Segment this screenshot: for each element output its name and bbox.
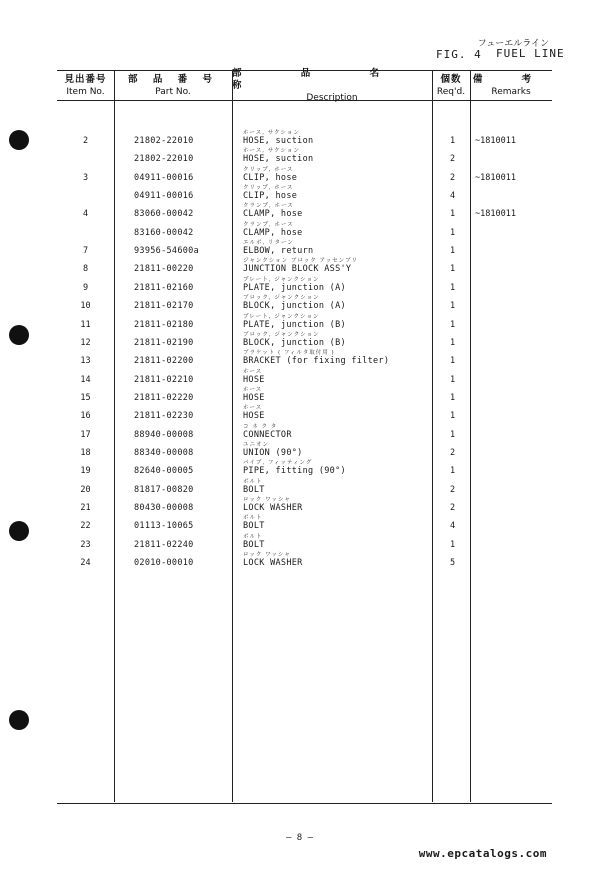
description-japanese: ホース, サクション bbox=[243, 148, 300, 155]
quantity: 2 bbox=[449, 503, 456, 513]
table-row bbox=[57, 498, 552, 516]
part-no: 93956-54600a bbox=[134, 246, 200, 257]
item-no: 14 bbox=[80, 374, 91, 385]
description-japanese: ロック ワッシャ bbox=[243, 497, 291, 503]
part-no: 21802-22010 bbox=[134, 154, 194, 165]
quantity: 1 bbox=[449, 246, 456, 257]
description-japanese: ブロック, ジャンクション bbox=[243, 295, 320, 302]
header-item-en: Item No. bbox=[66, 87, 105, 97]
description: PLATE, junction (A) bbox=[243, 282, 346, 293]
header-qty bbox=[432, 72, 470, 100]
header-part-no bbox=[114, 72, 232, 100]
remarks: ~1810011 bbox=[475, 172, 516, 183]
header-desc-jp: 部 品 名 称 bbox=[232, 68, 408, 91]
description-japanese: パイプ, フィッティング bbox=[243, 460, 313, 467]
item-no: 2 bbox=[82, 136, 89, 146]
description: CONNECTOR bbox=[243, 429, 292, 440]
description-japanese: クランプ, ホース bbox=[243, 221, 294, 228]
part-no: 21811-02210 bbox=[134, 374, 194, 385]
quantity: 2 bbox=[449, 154, 456, 165]
description: HOSE bbox=[243, 392, 265, 403]
description: HOSE, suction bbox=[243, 136, 314, 146]
header-remarks bbox=[470, 72, 552, 100]
table-row bbox=[57, 351, 552, 369]
part-no: 21811-00220 bbox=[134, 264, 194, 275]
quantity: 1 bbox=[449, 539, 456, 550]
table-row bbox=[57, 223, 552, 241]
watermark-url: www.epcatalogs.com bbox=[418, 847, 547, 860]
quantity: 4 bbox=[449, 191, 456, 202]
description: BLOCK, junction (B) bbox=[243, 337, 346, 348]
description: ELBOW, return bbox=[243, 246, 314, 257]
part-no: 21811-02190 bbox=[134, 337, 194, 348]
description-japanese: ホース bbox=[243, 405, 263, 412]
quantity: 2 bbox=[449, 172, 456, 183]
description: PLATE, junction (B) bbox=[243, 319, 346, 330]
table-row bbox=[57, 480, 552, 498]
description-japanese: ロック ワッシャ bbox=[243, 552, 291, 559]
part-no: 83060-00042 bbox=[134, 209, 194, 220]
description-japanese: ボルト bbox=[243, 478, 263, 485]
header-remarks-jp: 備 考 bbox=[472, 74, 550, 85]
quantity: 1 bbox=[449, 356, 456, 367]
table-row bbox=[57, 204, 552, 222]
part-no: 21802-22010 bbox=[134, 136, 194, 146]
description: PIPE, fitting (90°) bbox=[243, 466, 346, 477]
part-no: 21811-02230 bbox=[134, 411, 194, 422]
quantity: 1 bbox=[449, 411, 456, 422]
item-no: 13 bbox=[80, 356, 91, 367]
item-no: 18 bbox=[80, 447, 91, 458]
description-japanese: クリップ, ホース bbox=[243, 185, 294, 192]
binder-hole bbox=[9, 521, 29, 541]
part-no: 02010-00010 bbox=[134, 558, 194, 569]
quantity: 1 bbox=[449, 301, 456, 312]
quantity: 1 bbox=[449, 319, 456, 330]
item-no: 4 bbox=[82, 209, 89, 220]
description: BOLT bbox=[243, 484, 265, 495]
table-row bbox=[57, 131, 552, 149]
page-number: — 8 — bbox=[285, 833, 314, 843]
quantity: 4 bbox=[449, 521, 456, 532]
description-japanese: ユニオン bbox=[243, 441, 270, 448]
description: HOSE bbox=[243, 374, 265, 385]
header-remarks-en: Remarks bbox=[491, 87, 531, 97]
description: UNION (90°) bbox=[243, 447, 303, 458]
quantity: 1 bbox=[449, 392, 456, 403]
remarks: ~1810011 bbox=[475, 136, 516, 146]
table-row bbox=[57, 553, 552, 571]
item-no: 11 bbox=[80, 319, 91, 330]
part-no: 88940-00008 bbox=[134, 429, 194, 440]
binder-hole bbox=[9, 130, 29, 150]
header-item-no bbox=[57, 72, 114, 100]
part-no: 81817-00820 bbox=[134, 484, 194, 495]
page-title-japanese: フューエルライン bbox=[477, 39, 549, 49]
header-qty-jp: 個数 bbox=[440, 74, 462, 85]
item-no: 19 bbox=[80, 466, 91, 477]
description-japanese: ジャンクション ブロック アッセンブリ bbox=[243, 258, 358, 265]
description-japanese: クランプ, ホース bbox=[243, 203, 294, 210]
header-qty-en: Req'd. bbox=[436, 87, 466, 97]
description: CLIP, hose bbox=[243, 172, 298, 183]
description-japanese: エルボ, リターン bbox=[243, 240, 294, 247]
description-japanese: コ ネ ク タ bbox=[243, 423, 278, 430]
quantity: 1 bbox=[449, 374, 456, 385]
header-desc-en: Description bbox=[306, 93, 358, 103]
remarks: ~1810011 bbox=[475, 209, 516, 220]
item-no: 3 bbox=[82, 172, 89, 183]
quantity: 1 bbox=[449, 282, 456, 293]
item-no: 12 bbox=[80, 337, 91, 348]
table-row bbox=[57, 168, 552, 186]
item-no: 7 bbox=[82, 246, 89, 257]
table-row bbox=[57, 388, 552, 406]
quantity: 2 bbox=[449, 484, 456, 495]
description: BOLT bbox=[243, 521, 265, 532]
item-no: 23 bbox=[80, 539, 91, 550]
item-no: 16 bbox=[80, 411, 91, 422]
description-japanese: ホース bbox=[243, 386, 263, 393]
figure-label: FIG. 4 bbox=[436, 48, 482, 61]
description-japanese: プレート, ジャンクション bbox=[243, 276, 320, 283]
description-japanese: クリップ, ホース bbox=[243, 166, 294, 173]
item-no: 17 bbox=[80, 429, 91, 440]
table-row bbox=[57, 516, 552, 534]
part-no: 80430-00008 bbox=[134, 503, 194, 513]
part-no: 01113-10065 bbox=[134, 521, 194, 532]
item-no: 10 bbox=[80, 301, 91, 312]
description-japanese: プレート, ジャンクション bbox=[243, 313, 320, 320]
description: LOCK WASHER bbox=[243, 503, 303, 513]
binder-hole bbox=[9, 710, 29, 730]
table-row bbox=[57, 461, 552, 479]
header-part-en: Part No. bbox=[155, 87, 191, 97]
description: CLAMP, hose bbox=[243, 209, 303, 220]
item-no: 22 bbox=[80, 521, 91, 532]
quantity: 1 bbox=[449, 209, 456, 220]
part-no: 04911-00016 bbox=[134, 172, 194, 183]
description-japanese: ボルト bbox=[243, 533, 263, 540]
item-no: 15 bbox=[80, 392, 91, 403]
part-no: 21811-02180 bbox=[134, 319, 194, 330]
description-japanese: ホース, サクション bbox=[243, 130, 300, 136]
quantity: 5 bbox=[449, 558, 456, 569]
description: HOSE bbox=[243, 411, 265, 422]
description: BRACKET (for fixing filter) bbox=[243, 356, 390, 367]
item-no: 20 bbox=[80, 484, 91, 495]
part-no: 04911-00016 bbox=[134, 191, 194, 202]
description-japanese: ブロック, ジャンクション bbox=[243, 331, 320, 338]
quantity: 1 bbox=[449, 227, 456, 238]
part-no: 21811-02170 bbox=[134, 301, 194, 312]
part-no: 82640-00005 bbox=[134, 466, 194, 477]
header-item-jp: 見出番号 bbox=[64, 74, 107, 85]
item-no: 21 bbox=[80, 503, 91, 513]
quantity: 1 bbox=[449, 136, 456, 146]
description: BLOCK, junction (A) bbox=[243, 301, 346, 312]
table-row bbox=[57, 535, 552, 553]
description: CLIP, hose bbox=[243, 191, 298, 202]
part-no: 21811-02160 bbox=[134, 282, 194, 293]
table-row bbox=[57, 149, 552, 167]
description-japanese: ボルト bbox=[243, 515, 263, 522]
item-no: 8 bbox=[82, 264, 89, 275]
table-row bbox=[57, 406, 552, 424]
table-row bbox=[57, 425, 552, 443]
description-japanese: ブラケット ( フィルタ取付用 ) bbox=[243, 350, 335, 357]
quantity: 1 bbox=[449, 337, 456, 348]
part-no: 83160-00042 bbox=[134, 227, 194, 238]
quantity: 1 bbox=[449, 466, 456, 477]
header-description bbox=[232, 68, 432, 103]
part-no: 21811-02220 bbox=[134, 392, 194, 403]
header-part-jp: 部 品 番 号 bbox=[128, 74, 218, 85]
quantity: 1 bbox=[449, 264, 456, 275]
description: HOSE, suction bbox=[243, 154, 314, 165]
item-no: 9 bbox=[82, 282, 89, 293]
quantity: 2 bbox=[449, 447, 456, 458]
table-row bbox=[57, 186, 552, 204]
quantity: 1 bbox=[449, 429, 456, 440]
part-no: 21811-02240 bbox=[134, 539, 194, 550]
binder-hole bbox=[9, 325, 29, 345]
description: LOCK WASHER bbox=[243, 558, 303, 569]
description: JUNCTION BLOCK ASS'Y bbox=[243, 264, 352, 275]
part-no: 88340-00008 bbox=[134, 447, 194, 458]
page-title: FUEL LINE bbox=[496, 47, 565, 60]
description-japanese: ホース bbox=[243, 368, 263, 375]
table-row bbox=[57, 370, 552, 388]
part-no: 21811-02200 bbox=[134, 356, 194, 367]
header-divider bbox=[57, 100, 552, 101]
description: BOLT bbox=[243, 539, 265, 550]
description: CLAMP, hose bbox=[243, 227, 303, 238]
item-no: 24 bbox=[80, 558, 91, 569]
